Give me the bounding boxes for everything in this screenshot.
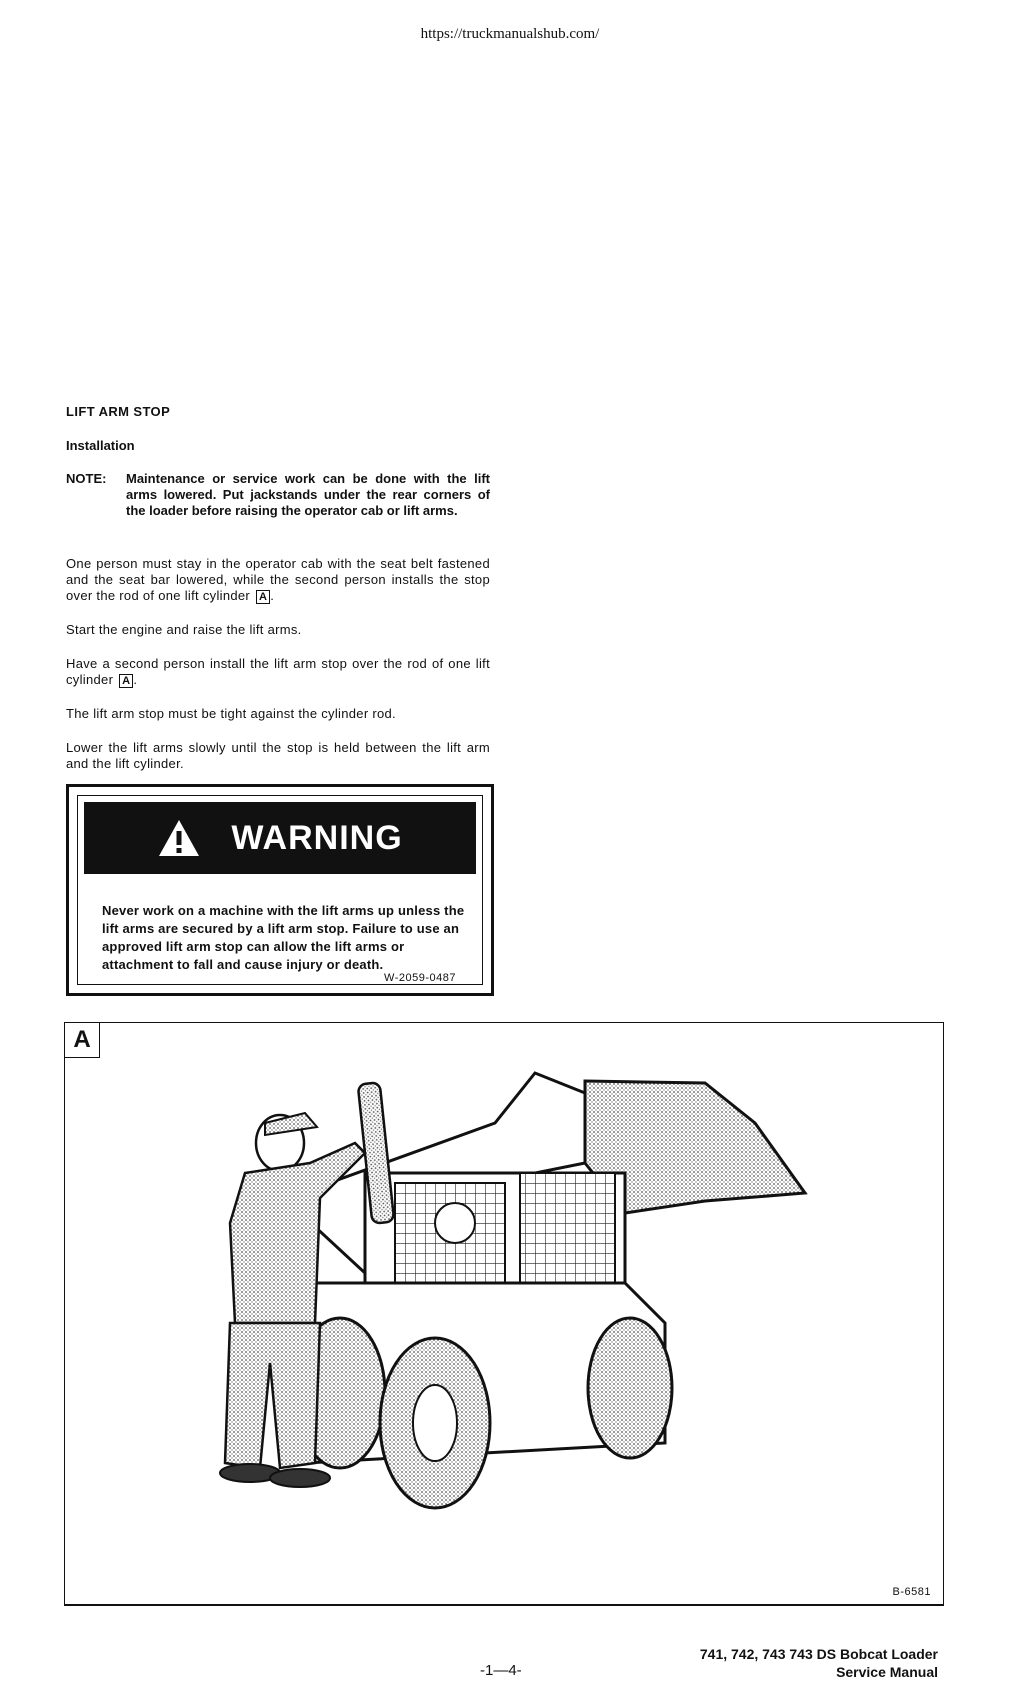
section-title: LIFT ARM STOP <box>66 404 171 419</box>
figure-ref-a: A <box>119 674 133 688</box>
source-url[interactable]: https://truckmanualshub.com/ <box>420 26 600 42</box>
warning-title: WARNING <box>231 818 403 857</box>
page-number: -1—4- <box>480 1662 522 1679</box>
manual-title: Service Manual <box>836 1664 938 1680</box>
paragraph-end: . <box>133 672 138 687</box>
warning-code: W-2059-0487 <box>384 972 456 984</box>
note-label: NOTE: <box>66 471 107 486</box>
figure-code: B-6581 <box>892 1586 931 1598</box>
figure-ref-a: A <box>256 590 270 604</box>
paragraph-text: One person must stay in the operator cab with the seat belt fastened and the seat bar lowered, while the second person installs the stop over the rod of one lift cylinder <box>66 556 490 603</box>
figure-a <box>64 1022 944 1606</box>
warning-text: Never work on a machine with the lift arms up unless the lift arms are secured by a lift arm stop. Failure to use an approved lift arm stop can allow the lift arms or attachment to fall and cause injury or death. <box>102 903 465 972</box>
warning-banner <box>84 802 476 874</box>
paragraph: The lift arm stop must be tight against the cylinder rod. <box>66 706 396 721</box>
figure-label: A <box>65 1023 100 1058</box>
manual-footer <box>700 1645 938 1681</box>
warning-box <box>66 784 494 996</box>
paragraph <box>66 656 490 688</box>
paragraph-end: . <box>270 588 275 603</box>
paragraph-text: Have a second person install the lift arm stop over the rod of one lift cylinder <box>66 656 490 687</box>
manual-model: 741, 742, 743 743 DS Bobcat Loader <box>699 1646 938 1662</box>
paragraph: Lower the lift arms slowly until the stop is held between the lift arm and the lift cylinder. <box>66 740 490 771</box>
paragraph: Start the engine and raise the lift arms. <box>66 622 302 637</box>
section-subtitle: Installation <box>66 438 135 453</box>
warning-triangle-icon <box>157 818 201 858</box>
note-text: Maintenance or service work can be done with the lift arms lowered. Put jackstands under the rear corners of the loader before raising the operator cab or lift arms. <box>126 471 490 518</box>
paragraph <box>66 556 490 604</box>
warning-inner-frame <box>77 795 483 985</box>
skid-steer-loader-illustration <box>65 1023 941 1601</box>
